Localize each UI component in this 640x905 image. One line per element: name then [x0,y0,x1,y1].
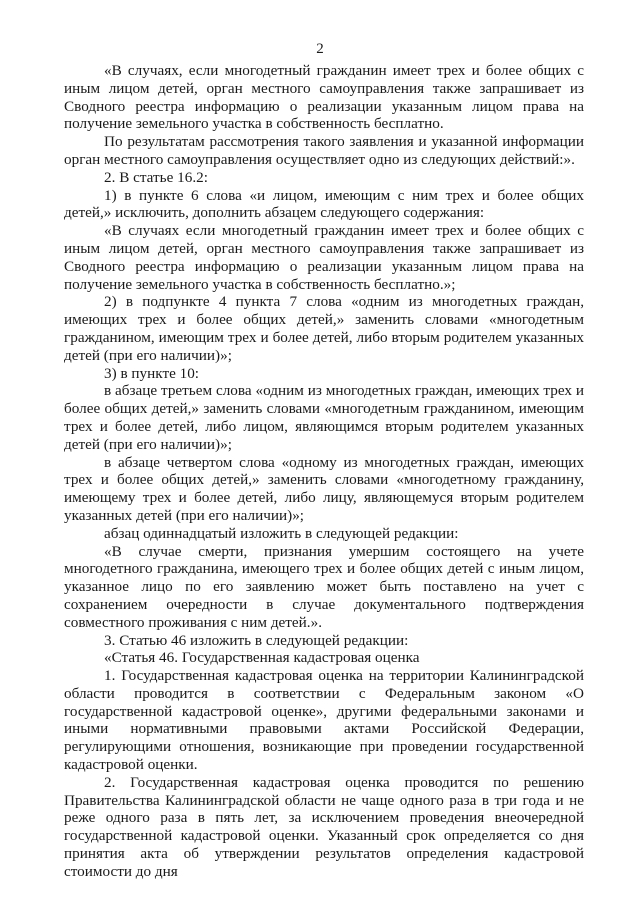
paragraph: 2) в подпункте 4 пункта 7 слова «одним из многодетных граждан, имеющих трех и более общих детей,» заменить словами «многодетным гражданином, имеющим трех и более детей, либо вторым родителем указанных детей (при его наличии)»; [64,293,584,364]
paragraph: По результатам рассмотрения такого заявления и указанной информации орган местного самоуправления осуществляет одно из следующих действий:». [64,133,584,168]
paragraph: в абзаце третьем слова «одним из многодетных граждан, имеющих трех и более общих детей,» заменить словами «многодетным гражданином, имеющим трех и более детей, либо лицом, являющимся вторым родителем указанных детей (при его наличии)»; [64,382,584,453]
paragraph: «В случаях если многодетный гражданин имеет трех и более общих с иным лицом детей, орган местного самоуправления также запрашивает из Сводного реестра информацию о реализации указанным лицом права на получение земельного участка в собственность бесплатно.»; [64,222,584,293]
paragraph: абзац одиннадцатый изложить в следующей редакции: [104,524,459,542]
paragraph: «В случае смерти, признания умершим состоящего на учете многодетного гражданина, имеющего трех и более общих детей с иным лицом, указанное лицо по его заявлению может быть поставлено на учет с сохранением очередности в случае документального подтверждения совместного проживания с ним детей.». [64,542,584,631]
document-body [64,62,584,881]
paragraph: в абзаце четвертом слова «одному из многодетных граждан, имеющих трех и более общих детей,» заменить словами «многодетному гражданину, имеющему трех и более детей, либо лицу, являющемуся вторым родителем указанных детей (при его наличии)»; [64,453,584,524]
paragraph: 2. В статье 16.2: [104,168,208,186]
paragraph: 2. Государственная кадастровая оценка проводится по решению Правительства Калининградской области не чаще одного раза в три года и не реже одного раза в пять лет, за исключением проведения внеочередной государственной кадастровой оценки. Указанный срок определяется со дня принятия акта об утверждении результатов определения кадастровой стоимости до дня [64,773,584,880]
page-number: 2 [316,41,324,57]
paragraph: «Статья 46. Государственная кадастровая оценка [104,649,420,667]
paragraph: 1. Государственная кадастровая оценка на территории Калининградской области проводится в соответствии с Федеральным законом «О государственной кадастровой оценке», другими федеральными законами и иными нормативными правовыми актами Российской Федерации, регулирующими отношения, возникающие при проведении государственной кадастровой оценки. [64,667,584,774]
paragraph: 3. Статью 46 изложить в следующей редакции: [104,631,409,649]
paragraph: 3) в пункте 10: [104,364,200,382]
paragraph: 1) в пункте 6 слова «и лицом, имеющим с ним трех и более общих детей,» исключить, дополнить абзацем следующего содержания: [64,186,584,222]
paragraph: «В случаях, если многодетный гражданин имеет трех и более общих с иным лицом детей, орган местного самоуправления также запрашивает из Сводного реестра информацию о реализации указанным лицом права на получение земельного участка в собственность бесплатно. [64,62,584,133]
